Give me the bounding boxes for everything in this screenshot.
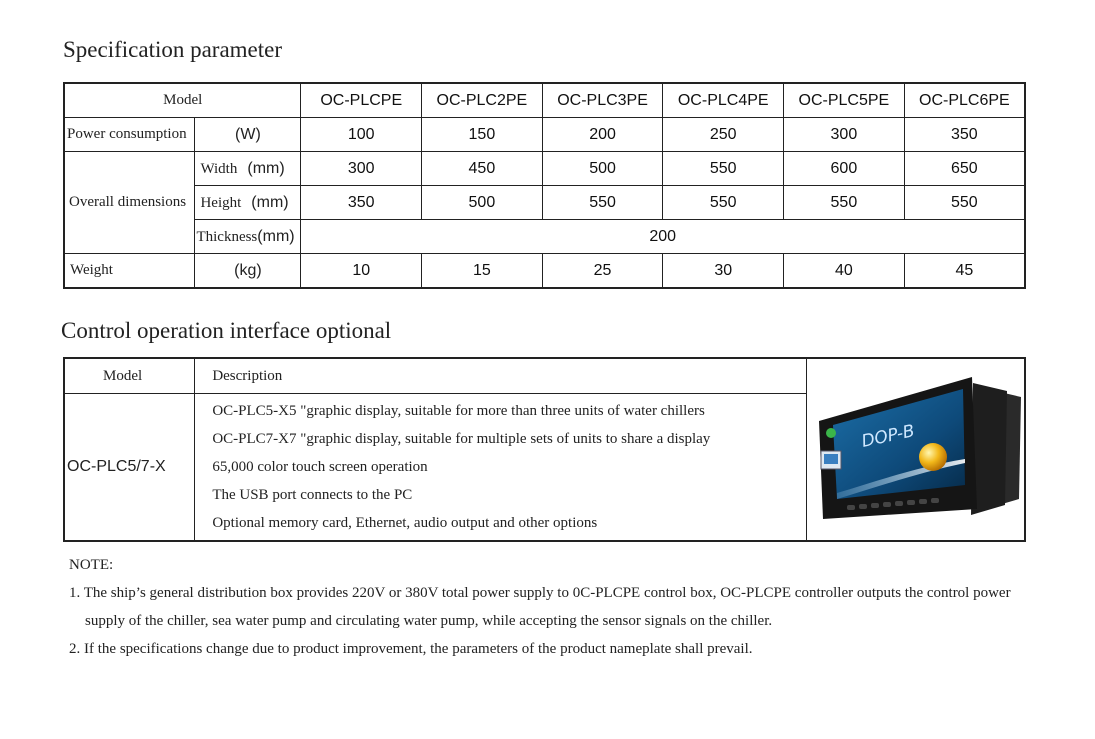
model-name: OC-PLC2PE: [422, 83, 543, 118]
description-line: The USB port connects to the PC: [212, 487, 413, 503]
ctrl-title: Control operation interface optional: [61, 318, 392, 343]
model-name: OC-PLC3PE: [542, 83, 663, 118]
model-name: OC-PLC4PE: [663, 83, 784, 118]
weight-value: 10: [301, 254, 422, 289]
ctrl-model-header: Model: [64, 358, 195, 394]
spec-table: [63, 82, 1026, 289]
width-value: 600: [784, 152, 905, 186]
thickness-label-cell: [195, 220, 301, 254]
note-item-1-continuation: supply of the chiller, sea water pump and circulating water pump, while accepting the sensor signals on the chiller.: [85, 613, 773, 629]
notes-heading: NOTE:: [69, 557, 114, 573]
model-name: OC-PLC5PE: [784, 83, 905, 118]
height-label: Height: [200, 194, 242, 211]
power-value: 350: [904, 118, 1025, 152]
width-value: 300: [301, 152, 422, 186]
spec-header-row: [64, 83, 1025, 118]
ctrl-table: [63, 357, 1026, 542]
weight-value: 30: [663, 254, 784, 289]
power-unit: (W): [195, 118, 301, 152]
weight-row: [64, 254, 1025, 289]
weight-unit: (kg): [195, 254, 301, 289]
power-label: Power consumption: [64, 118, 195, 152]
height-value: 550: [904, 186, 1025, 220]
width-label-cell: [195, 152, 301, 186]
width-value: 650: [904, 152, 1025, 186]
height-value: 550: [663, 186, 784, 220]
ctrl-model: OC-PLC5/7-X: [64, 394, 195, 542]
note-item-2: 2. If the specifications change due to product improvement, the parameters of the product nameplate shall prevail.: [69, 641, 753, 657]
power-value: 150: [422, 118, 543, 152]
ctrl-description-header: Description: [195, 358, 807, 394]
height-value: 550: [542, 186, 663, 220]
thickness-unit: (mm): [257, 227, 295, 245]
power-row: [64, 118, 1025, 152]
width-row: [64, 152, 1025, 186]
ctrl-header-row: [64, 358, 1025, 394]
notes-section: [69, 551, 1059, 663]
model-name: OC-PLC6PE: [904, 83, 1025, 118]
weight-value: 40: [784, 254, 905, 289]
power-value: 200: [542, 118, 663, 152]
description-line: 65,000 color touch screen operation: [212, 459, 428, 475]
height-unit: (mm): [251, 193, 289, 211]
weight-value: 25: [542, 254, 663, 289]
weight-label: Weight: [64, 254, 195, 289]
power-value: 250: [663, 118, 784, 152]
width-label: Width: [200, 160, 238, 177]
description-line: OC-PLC7-X7 "graphic display, suitable for multiple sets of units to share a display: [212, 431, 711, 447]
height-label-cell: [195, 186, 301, 220]
height-value: 500: [422, 186, 543, 220]
width-value: 550: [663, 152, 784, 186]
weight-value: 45: [904, 254, 1025, 289]
height-value: 550: [784, 186, 905, 220]
power-value: 100: [301, 118, 422, 152]
dimensions-label: Overall dimensions: [64, 152, 195, 254]
power-value: 300: [784, 118, 905, 152]
model-label: Model: [64, 83, 301, 118]
ctrl-description-cell: [195, 394, 807, 542]
height-row: [64, 186, 1025, 220]
thickness-row: [64, 220, 1025, 254]
thickness-value: 200: [301, 220, 1025, 254]
model-name: OC-PLCPE: [301, 83, 422, 118]
width-value: 500: [542, 152, 663, 186]
hmi-touch-panel-image: [807, 359, 1023, 535]
width-value: 450: [422, 152, 543, 186]
description-line: OC-PLC5-X5 "graphic display, suitable for more than three units of water chillers: [212, 403, 705, 419]
note-item-1: 1. The ship’s general distribution box provides 220V or 380V total power supply to 0C-PLCPE control box, OC-PLCPE controller outputs the control power: [69, 585, 1011, 601]
thickness-label: Thickness: [196, 228, 258, 245]
spec-title: Specification parameter: [63, 37, 283, 62]
weight-value: 15: [422, 254, 543, 289]
description-line: Optional memory card, Ethernet, audio output and other options: [212, 515, 598, 531]
hmi-brand-text: DOP-B: [859, 421, 917, 452]
width-unit: (mm): [247, 159, 285, 177]
hmi-image-cell: [806, 358, 1025, 541]
height-value: 350: [301, 186, 422, 220]
